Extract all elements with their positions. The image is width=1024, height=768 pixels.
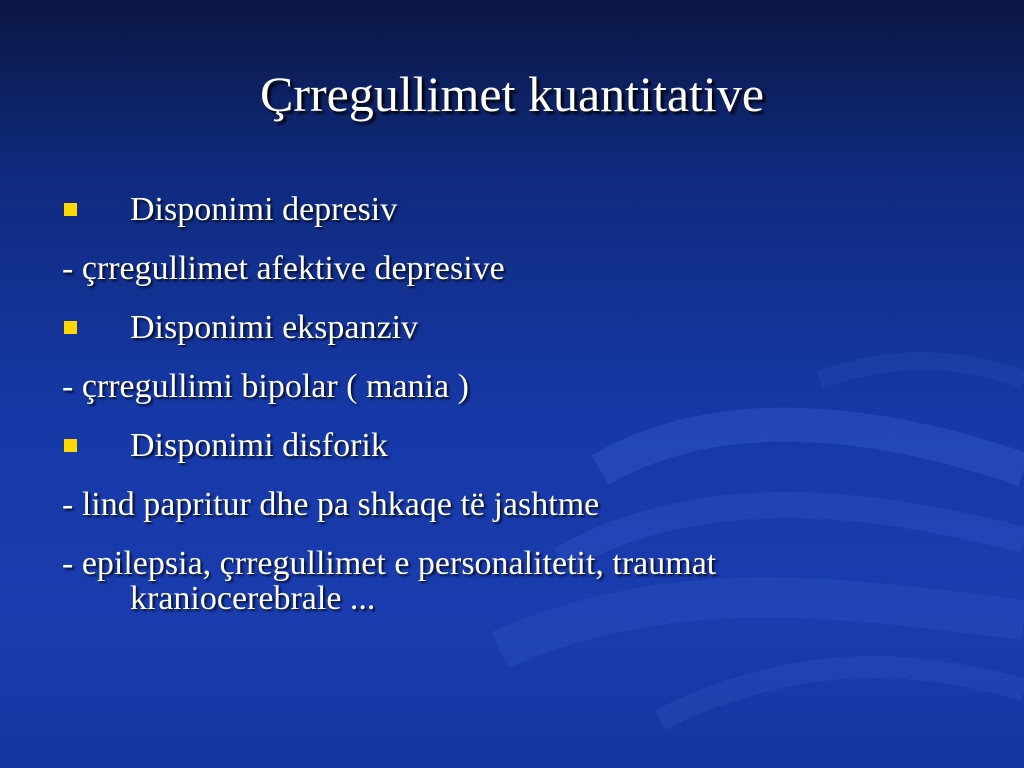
dash-item-text: - çrregullimi bipolar ( mania ) <box>62 368 469 405</box>
list-item <box>62 477 962 536</box>
dash-item-continuation: kraniocerebrale ... <box>130 580 376 617</box>
dash-item-text: - çrregullimet afektive depresive <box>62 250 505 287</box>
bullet-text: Disponimi disforik <box>130 427 388 464</box>
list-item <box>62 536 962 617</box>
square-bullet-icon <box>64 439 77 452</box>
bullet-text: Disponimi ekspanziv <box>130 309 419 346</box>
slide-title: Çrregullimet kuantitative <box>259 66 765 122</box>
list-item <box>62 241 962 300</box>
bullet-text: Disponimi depresiv <box>130 191 398 228</box>
list-item <box>62 300 962 359</box>
dash-item-text: - epilepsia, çrregullimet e personalitetit, traumat <box>62 545 717 582</box>
list-item <box>62 418 962 477</box>
square-bullet-icon <box>64 321 77 334</box>
square-bullet-icon <box>64 203 77 216</box>
dash-item-text: - lind papritur dhe pa shkaqe të jashtme <box>62 486 600 523</box>
list-item <box>62 359 962 418</box>
list-item <box>62 182 962 241</box>
slide-body <box>62 182 962 617</box>
